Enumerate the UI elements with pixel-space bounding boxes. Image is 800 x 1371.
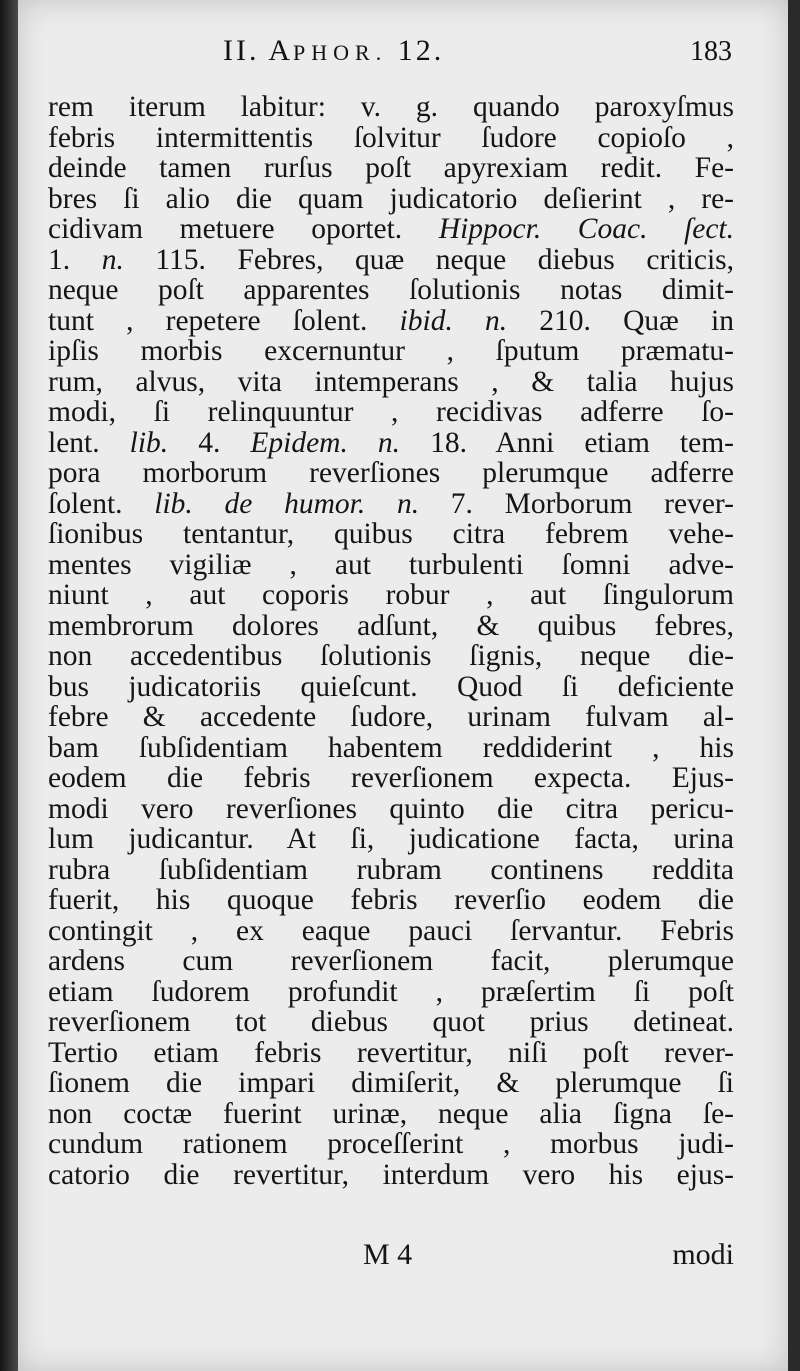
text-segment: neque poſt apparentes ſolutionis notas dimit-: [48, 274, 734, 306]
text-segment: rem iterum labitur: v. g. quando paroxyſmus: [48, 91, 734, 123]
text-segment: catorio die revertitur, interdum vero his ejus-: [48, 1158, 734, 1191]
italic-citation: n.: [101, 243, 124, 276]
text-line: [48, 214, 734, 245]
text-segment: bam ſubſidentiam habentem reddiderint , his: [48, 731, 734, 764]
text-segment: 1.: [48, 243, 102, 276]
page-number: 183: [690, 36, 732, 67]
text-segment: deinde tamen rurſus poſt apyrexiam redit. Fe-: [48, 152, 734, 184]
text-line: [48, 672, 734, 703]
text-segment: pora morborum reverſiones plerumque adferre: [48, 457, 734, 489]
italic-citation: lib.: [129, 426, 169, 459]
text-line: [48, 184, 734, 215]
text-segment: Tertio etiam febris revertitur, niſi poſt rever-: [48, 1036, 734, 1069]
text-line: [48, 489, 734, 520]
italic-citation: lib. de humor. n.: [154, 487, 420, 520]
text-line: [48, 611, 734, 642]
text-line: [48, 1007, 734, 1038]
text-body: [48, 92, 734, 1190]
running-header: [48, 30, 732, 74]
text-line: [48, 336, 734, 367]
text-segment: modi, ſi relinquuntur , recidivas adferre ſo-: [48, 396, 734, 428]
text-line: [48, 1160, 734, 1191]
text-segment: febris intermittentis ſolvitur ſudore copioſo ,: [48, 121, 734, 154]
text-line: [48, 245, 734, 276]
text-segment: membrorum dolores adſunt, & quibus febres,: [48, 609, 734, 642]
text-line: [48, 275, 734, 306]
aphorism-number: 12.: [397, 34, 445, 67]
text-segment: rum, alvus, vita intemperans , & talia hujus: [48, 365, 734, 398]
signature-mark: M 4: [363, 1238, 413, 1271]
text-line: [48, 550, 734, 581]
text-line: [48, 885, 734, 916]
text-segment: non accedentibus ſolutionis ſignis, neque die-: [48, 640, 734, 672]
text-segment: bus judicatoriis quieſcunt. Quod ſi deficiente: [48, 670, 734, 703]
catchword: modi: [672, 1238, 734, 1271]
text-segment: rubra ſubſidentiam rubram continens reddita: [48, 853, 734, 886]
text-segment: 210. Quæ in: [507, 304, 734, 337]
italic-citation: Epidem. n.: [250, 426, 401, 459]
text-line: [48, 641, 734, 672]
text-line: [48, 794, 734, 825]
text-line: [48, 458, 734, 489]
text-segment: ipſis morbis excernuntur , ſputum præmatu-: [48, 335, 734, 367]
running-title: [223, 34, 444, 68]
text-segment: tunt , repetere ſolent.: [48, 304, 400, 337]
text-segment: 115. Febres, quæ neque diebus criticis,: [123, 243, 734, 276]
text-segment: etiam ſudorem profundit , præſertim ſi poſt: [48, 975, 734, 1008]
text-line: [48, 153, 734, 184]
text-segment: reverſionem tot diebus quot prius detineat.: [48, 1006, 734, 1038]
text-segment: 4.: [168, 426, 251, 459]
text-line: [48, 916, 734, 947]
text-line: [48, 1099, 734, 1130]
text-segment: 18. Anni etiam tem-: [400, 426, 734, 459]
text-line: [48, 1038, 734, 1069]
text-line: [48, 428, 734, 459]
text-segment: lum judicantur. At ſi, judicatione facta, urina: [48, 823, 734, 855]
text-line: [48, 733, 734, 764]
aphorism-label: PHOR.: [293, 40, 388, 65]
book-page: [18, 0, 788, 1371]
page-footer: [48, 1238, 734, 1278]
text-segment: 7. Morborum rever-: [419, 487, 734, 520]
italic-citation: ibid. n.: [399, 304, 508, 337]
section-number: II.: [223, 34, 260, 67]
aphorism-initial: A: [268, 34, 294, 67]
text-line: [48, 397, 734, 428]
book-gutter: [0, 0, 18, 1371]
text-line: [48, 824, 734, 855]
text-line: [48, 855, 734, 886]
text-segment: mentes vigiliæ , aut turbulenti ſomni adve-: [48, 548, 734, 581]
text-line: [48, 519, 734, 550]
text-line: [48, 946, 734, 977]
text-segment: ardens cum reverſionem facit, plerumque: [48, 945, 734, 977]
text-line: [48, 123, 734, 154]
italic-citation: Hippocr. Coac. ſect.: [438, 213, 734, 245]
text-segment: contingit , ex eaque pauci ſervantur. Febris: [48, 914, 734, 947]
text-segment: modi vero reverſiones quinto die citra pericu-: [48, 792, 734, 825]
text-segment: cidivam metuere oportet.: [48, 213, 439, 245]
text-segment: febre & accedente ſudore, urinam fulvam al-: [48, 701, 734, 733]
text-segment: fuerit, his quoque febris reverſio eodem die: [48, 884, 734, 916]
text-segment: niunt , aut coporis robur , aut ſingulorum: [48, 579, 734, 611]
text-segment: lent.: [48, 426, 130, 459]
text-segment: non coctæ fuerint urinæ, neque alia ſigna ſe-: [48, 1097, 734, 1130]
text-line: [48, 92, 734, 123]
text-line: [48, 306, 734, 337]
text-segment: eodem die febris reverſionem expecta. Ejus-: [48, 762, 734, 794]
text-segment: ſionibus tentantur, quibus citra febrem vehe-: [48, 518, 734, 550]
text-line: [48, 1129, 734, 1160]
text-segment: ſolent.: [48, 487, 155, 520]
text-line: [48, 702, 734, 733]
text-segment: bres ſi alio die quam judicatorio deſierint , re-: [48, 182, 734, 215]
text-segment: cundum rationem proceſſerint , morbus judi-: [48, 1128, 734, 1160]
text-line: [48, 763, 734, 794]
text-line: [48, 1068, 734, 1099]
text-segment: ſionem die impari dimiſerit, & plerumque ſi: [48, 1067, 734, 1099]
text-line: [48, 977, 734, 1008]
text-line: [48, 580, 734, 611]
text-line: [48, 367, 734, 398]
